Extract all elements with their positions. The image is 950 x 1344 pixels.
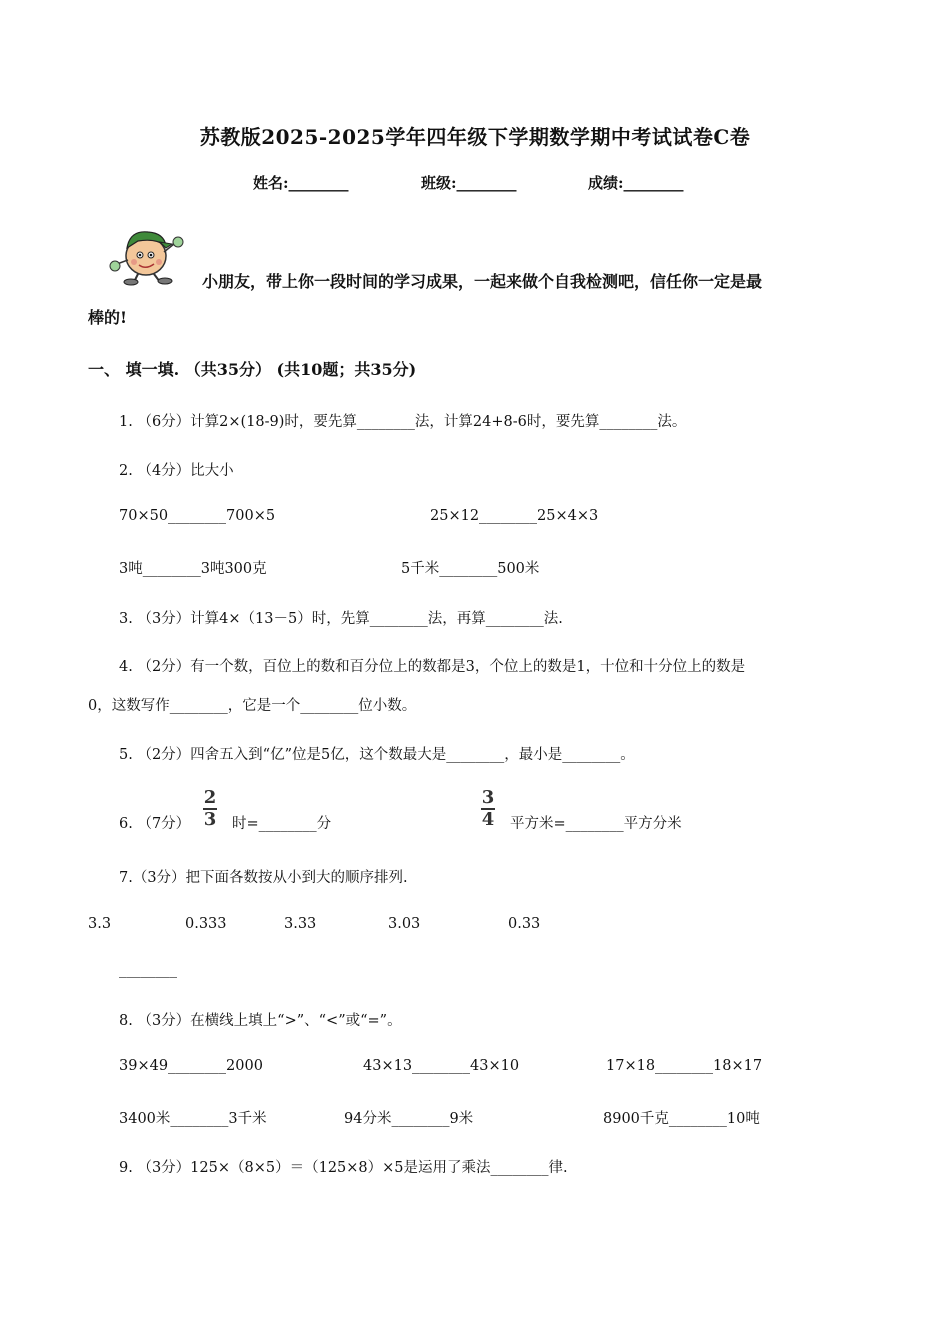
question-1: 1. （6分）计算2×(18-9)时，要先算________法，计算24+8-6时，要先算________法。 (119, 414, 687, 430)
page-title: 苏教版2025-2025学年四年级下学期数学期中考试试卷C卷 (199, 125, 751, 149)
question-8-item: 17×18________18×17 (606, 1058, 763, 1074)
intro-line-1: 小朋友，带上你一段时间的学习成果，一起来做个自我检测吧，信任你一定是最 (202, 272, 763, 291)
question-8-item: 94分米________9米 (344, 1111, 474, 1127)
question-8-item: 3400米________3千米 (119, 1111, 267, 1127)
question-3: 3. （3分）计算4×（13－5）时，先算________法，再算________法. (119, 611, 563, 627)
fraction-denominator: 4 (481, 809, 495, 830)
question-8-item: 39×49________2000 (119, 1058, 263, 1074)
fraction-three-quarters (481, 789, 495, 829)
question-7-answer-blank: ________ (119, 962, 177, 978)
question-8: 8. （3分）在横线上填上“>”、“<”或“=”。 (119, 1013, 402, 1029)
question-8-item: 8900千克________10吨 (603, 1111, 760, 1127)
question-2-item-a: 70×50________700×5 (119, 508, 276, 524)
question-4-line-1: 4. （2分）有一个数，百位上的数和百分位上的数都是3，个位上的数是1，十位和十分位上的数是 (119, 659, 746, 675)
q7-number: 3.3 (88, 916, 112, 932)
class-field: 班级:________ (421, 174, 517, 192)
question-8-item: 43×13________43×10 (363, 1058, 520, 1074)
q7-number: 3.33 (284, 916, 317, 932)
question-6-part-b: 平方米=________平方分米 (510, 816, 682, 832)
question-2-item-d: 5千米________500米 (401, 561, 540, 577)
section-1-heading: 一、 填一填. （共35分） (共10题；共35分) (88, 360, 417, 379)
question-6-part-a: 时=________分 (232, 816, 332, 832)
q7-number: 0.333 (185, 916, 227, 932)
intro-line-2: 棒的! (88, 308, 128, 327)
question-5: 5. （2分）四舍五入到“亿”位是5亿，这个数最大是________，最小是________。 (119, 747, 635, 763)
question-2: 2. （4分）比大小 (119, 463, 234, 479)
fraction-numerator: 3 (481, 787, 495, 808)
fraction-two-thirds (203, 789, 217, 829)
question-9: 9. （3分）125×（8×5）＝（125×8）×5是运用了乘法________律. (119, 1160, 568, 1176)
cartoon-boy-mascot-icon (108, 222, 190, 286)
question-2-item-b: 25×12________25×4×3 (430, 508, 599, 524)
score-field: 成绩:________ (588, 174, 684, 192)
q7-number: 0.33 (508, 916, 541, 932)
fraction-denominator: 3 (203, 809, 217, 830)
question-6-prefix: 6. （7分） (119, 816, 191, 832)
fraction-numerator: 2 (203, 787, 217, 808)
name-field: 姓名:________ (253, 174, 349, 192)
question-7: 7.（3分）把下面各数按从小到大的顺序排列. (119, 870, 408, 886)
question-4-line-2: 0，这数写作________，它是一个________位小数。 (88, 698, 417, 714)
q7-number: 3.03 (388, 916, 421, 932)
question-2-item-c: 3吨________3吨300克 (119, 561, 267, 577)
